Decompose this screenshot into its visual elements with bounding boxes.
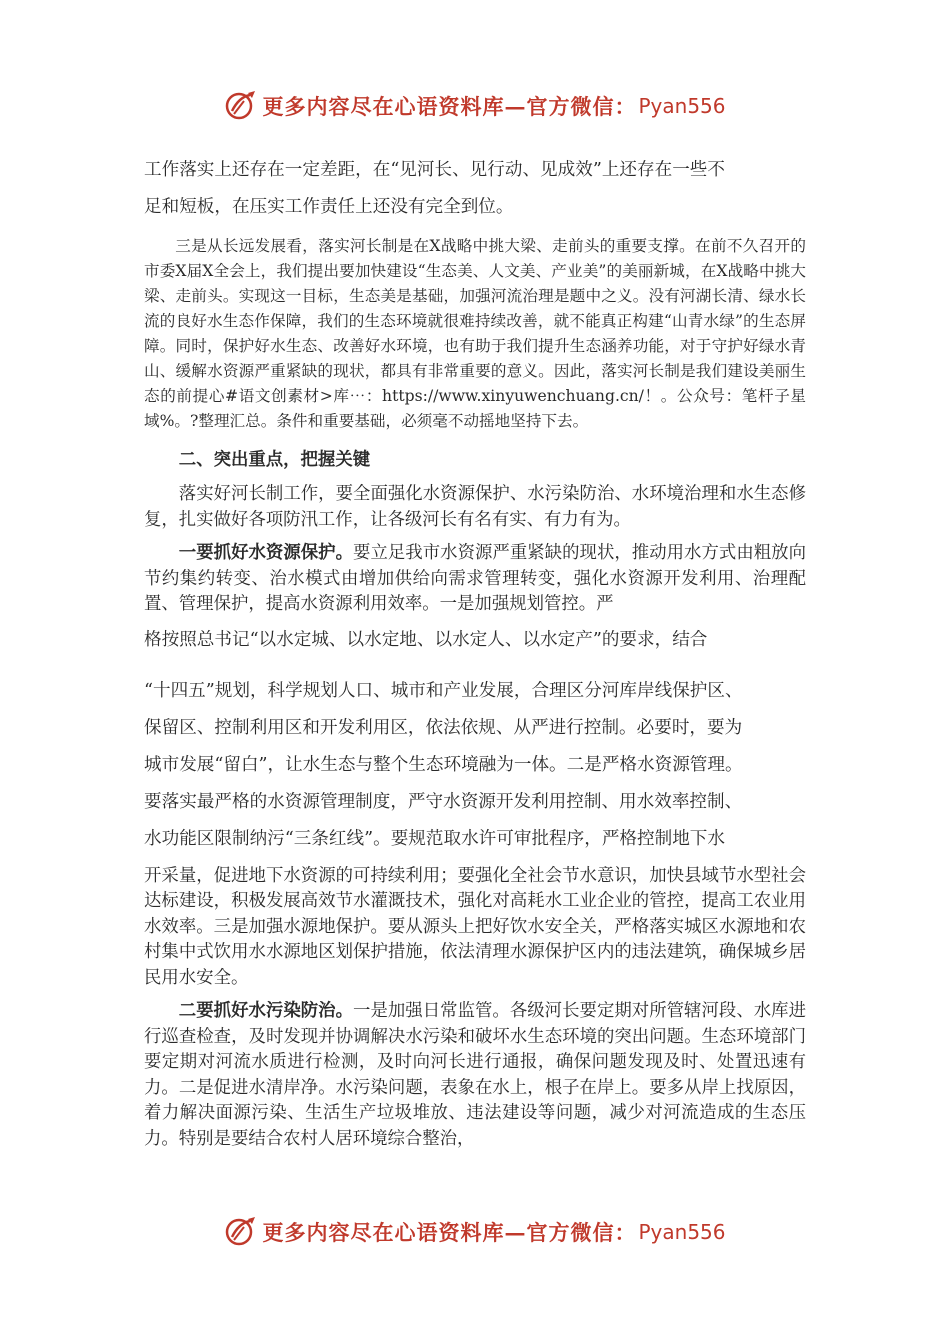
paragraph-long-term: 三是从长远发展看，落实河长制是在X战略中挑大梁、走前头的重要支撑。在前不久召开的市委X届X全会上，我们提出要加快建设“生态美、人文美、产业美”的美丽新城，在X战略中挑大梁、走前头。实现这一目标，生态美是基础，加强河流治理是题中之义。没有河湖长清、绿水长流的良好水生态作保障，我们的生态环境就很难持续改善，就不能真正构建“山青水绿”的生态屏障。同时，保护好水生态、改善好水环境，也有助于我们提升生态涵养功能，对于守护好绿水青山、缓解水资源严重紧缺的现状，都具有非常重要的意义。因此，落实河长制是我们建设美丽生态的前提心#语文创素材>库⋯：https://www.xinyuwenchuang.cn/！。公众号：笔杆子星域%。?整理汇总。条件和重要基础，必须毫不动摇地坚持下去。 <box>144 237 806 430</box>
paragraph-lead: 二要抓好水污染防治。 <box>178 1001 354 1021</box>
paragraph-continued <box>144 152 806 226</box>
paragraph-pollution <box>144 999 806 1152</box>
text-line: 保留区、控制利用区和开发利用区，依法依规、从严进行控制。必要时，要为 <box>144 717 743 738</box>
text-line: 足和短板，在压实工作责任上还没有完全到位。 <box>144 197 514 217</box>
text-line: 要落实最严格的水资源管理制度，严守水资源开发利用控制、用水效率控制、 <box>144 791 743 812</box>
text-line: “十四五”规划，科学规划人口、城市和产业发展，合理区分河库岸线保护区、 <box>144 680 743 701</box>
pen-swirl-logo-icon <box>224 89 258 123</box>
paragraph-lead: 一要抓好水资源保护。 <box>178 543 354 563</box>
banner-text: 更多内容尽在心语资料库—官方微信： <box>262 1220 637 1245</box>
banner-contact: Pyan556 <box>638 1220 726 1244</box>
text-line: 城市发展“留白”，让水生态与整个生态环境融为一体。二是严格水资源管理。 <box>144 754 743 775</box>
pen-swirl-logo-icon <box>224 1215 258 1249</box>
paragraph-text: 要立足我市水资源严重紧缺的现状，推动用水方式由粗放向节约集约转变、治水模式由增加供给向需求管理转变，强化水资源开发利用、治理配置、管理保护，提高水资源利用效率。一是加强规划管控。严 <box>144 543 806 614</box>
paragraph-water-resources-lines <box>144 673 806 858</box>
banner-contact: Pyan556 <box>638 94 726 118</box>
paragraph-water-resources <box>144 541 806 618</box>
document-body <box>144 152 806 1152</box>
paragraph-intro: 落实好河长制工作，要全面强化水资源保护、水污染防治、水环境治理和水生态修复，扎实做好各项防汛工作，让各级河长有名有实、有力有为。 <box>144 484 806 530</box>
banner-text: 更多内容尽在心语资料库—官方微信： <box>262 94 637 119</box>
paragraph-water-resources-end: 开采量，促进地下水资源的可持续利用；要强化全社会节水意识，加快县域节水型社会达标建设，积极发展高效节水灌溉技术，强化对高耗水工业企业的管控，提高工农业用水效率。三是加强水源地保护。要从源头上把好饮水安全关，严格落实城区水源地和农村集中式饮用水水源地区划保护措施，依法清理水源保护区内的违法建筑，确保城乡居民用水安全。 <box>144 865 806 988</box>
paragraph-water-resources-cont: 格按照总书记“以水定城、以水定地、以水定人、以水定产”的要求，结合 <box>144 629 708 650</box>
text-line: 工作落实上还存在一定差距，在“见河长、见行动、见成效”上还存在一些不 <box>144 160 725 180</box>
footer-banner <box>0 1212 950 1252</box>
section-heading: 二、突出重点，把握关键 <box>178 450 371 470</box>
paragraph-text: 一是加强日常监管。各级河长要定期对所管辖河段、水库进行巡查检查，及时发现并协调解决水污染和破坏水生态环境的突出问题。生态环境部门要定期对河流水质进行检测，及时向河长进行通报，确保问题发现及时、处置迅速有力。二是促进水清岸净。水污染问题，表象在水上，根子在岸上。要多从岸上找原因，着力解决面源污染、生活生产垃圾堆放、违法建设等问题，减少对河流造成的生态压力。特别是要结合农村人居环境综合整治， <box>144 1001 806 1149</box>
header-banner <box>0 86 950 126</box>
text-line: 水功能区限制纳污“三条红线”。要规范取水许可审批程序，严格控制地下水 <box>144 828 725 849</box>
